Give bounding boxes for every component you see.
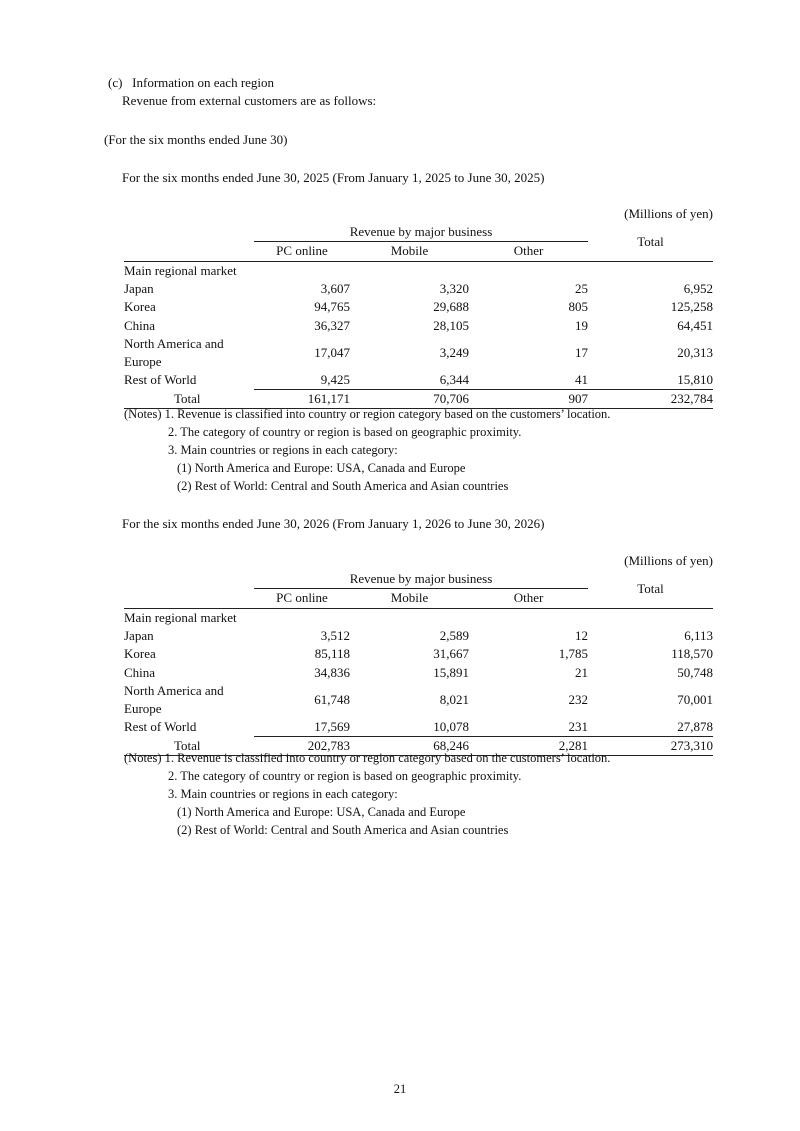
column-header: PC online bbox=[254, 242, 350, 261]
note-line: (2) Rest of World: Central and South America and Asian countries bbox=[177, 479, 509, 493]
note-line: 3. Main countries or regions in each category: bbox=[168, 443, 398, 457]
total-label: Total bbox=[124, 737, 254, 756]
note-line: (2) Rest of World: Central and South America and Asian countries bbox=[177, 823, 509, 837]
cell-value: 118,570 bbox=[671, 646, 713, 662]
note-line: 2. The category of country or region is based on geographic proximity. bbox=[168, 425, 522, 439]
cell-value: 94,765 bbox=[314, 299, 350, 315]
total-value: 202,783 bbox=[254, 737, 350, 756]
row-label: China bbox=[124, 317, 156, 333]
row-label bbox=[124, 682, 254, 718]
cell-value: 15,891 bbox=[433, 664, 469, 680]
table-row bbox=[124, 298, 713, 316]
unit-label: (Millions of yen) bbox=[624, 206, 713, 221]
cell-value: 19 bbox=[575, 317, 588, 333]
table-row bbox=[124, 335, 713, 371]
column-header: Mobile bbox=[350, 589, 469, 608]
cell-value: 6,952 bbox=[683, 281, 713, 297]
table-row bbox=[124, 663, 713, 681]
cell-value: 3,512 bbox=[320, 628, 350, 644]
table-row bbox=[124, 627, 713, 645]
market-label: Main regional market bbox=[124, 608, 254, 627]
section-intro: Revenue from external customers are as follows: bbox=[122, 93, 377, 108]
period-note: (For the six months ended June 30) bbox=[104, 132, 288, 147]
cell-value: 12 bbox=[575, 628, 588, 644]
row-label bbox=[124, 335, 254, 371]
total-value: 68,246 bbox=[350, 737, 469, 756]
cell-value: 805 bbox=[568, 299, 588, 315]
note-line: (1) North America and Europe: USA, Canada and Europe bbox=[177, 805, 466, 819]
row-label: Japan bbox=[124, 281, 154, 297]
cell-value: 70,001 bbox=[677, 691, 713, 707]
total-row bbox=[124, 390, 713, 409]
table-row bbox=[124, 280, 713, 298]
cell-value: 6,344 bbox=[350, 371, 469, 390]
note-line: 3. Main countries or regions in each category: bbox=[168, 787, 398, 801]
cell-value: 28,105 bbox=[433, 317, 469, 333]
cell-value: 41 bbox=[469, 371, 588, 390]
cell-value: 10,078 bbox=[350, 718, 469, 737]
cell-value: 15,810 bbox=[588, 371, 713, 390]
table-row bbox=[124, 316, 713, 334]
revenue-table bbox=[124, 570, 713, 756]
note-line: 2. The category of country or region is based on geographic proximity. bbox=[168, 769, 522, 783]
cell-value: 21 bbox=[575, 664, 588, 680]
cell-value: 231 bbox=[469, 718, 588, 737]
row-label-line: North America and bbox=[124, 682, 224, 698]
cell-value: 36,327 bbox=[314, 317, 350, 333]
column-header: Other bbox=[469, 242, 588, 261]
row-label: China bbox=[124, 664, 156, 680]
cell-value: 232 bbox=[568, 691, 588, 707]
row-label-line: Europe bbox=[124, 700, 162, 716]
page-number: 21 bbox=[393, 1082, 407, 1096]
cell-value: 50,748 bbox=[677, 664, 713, 680]
total-value: 232,784 bbox=[588, 390, 713, 409]
total-header: Total bbox=[637, 580, 664, 596]
section-heading: (c) Information on each region bbox=[108, 75, 275, 90]
table-row bbox=[124, 718, 713, 737]
total-value: 2,281 bbox=[469, 737, 588, 756]
total-label: Total bbox=[124, 390, 254, 409]
total-value: 907 bbox=[469, 390, 588, 409]
column-header: PC online bbox=[254, 589, 350, 608]
cell-value: 125,258 bbox=[670, 299, 713, 315]
cell-value: 3,320 bbox=[439, 281, 469, 297]
note-line: (Notes) 1. Revenue is classified into country or region category based on the customers’ location. bbox=[124, 407, 611, 421]
cell-value: 9,425 bbox=[254, 371, 350, 390]
cell-value: 17,047 bbox=[314, 344, 350, 360]
note-line: (1) North America and Europe: USA, Canada and Europe bbox=[177, 461, 466, 475]
note-line: (Notes) 1. Revenue is classified into country or region category based on the customers’ location. bbox=[124, 751, 611, 765]
cell-value: 25 bbox=[575, 281, 588, 297]
cell-value: 6,113 bbox=[684, 628, 713, 644]
total-header: Total bbox=[637, 233, 664, 249]
cell-value: 85,118 bbox=[314, 646, 350, 662]
cell-value: 17 bbox=[575, 344, 588, 360]
column-header: Mobile bbox=[350, 242, 469, 261]
row-label: Rest of World bbox=[124, 719, 197, 735]
unit-label: (Millions of yen) bbox=[624, 553, 713, 568]
table-caption: For the six months ended June 30, 2025 (From January 1, 2025 to June 30, 2025) bbox=[122, 170, 545, 185]
table-row bbox=[124, 371, 713, 390]
table-row bbox=[124, 645, 713, 663]
cell-value: 20,313 bbox=[677, 344, 713, 360]
cell-value: 8,021 bbox=[439, 691, 469, 707]
total-value: 273,310 bbox=[588, 737, 713, 756]
cell-value: 17,569 bbox=[254, 718, 350, 737]
revenue-table bbox=[124, 223, 713, 409]
cell-value: 2,589 bbox=[439, 628, 469, 644]
cell-value: 29,688 bbox=[433, 299, 469, 315]
cell-value: 34,836 bbox=[314, 664, 350, 680]
total-value: 161,171 bbox=[254, 390, 350, 409]
row-label-line: Europe bbox=[124, 353, 162, 369]
row-label: Japan bbox=[124, 628, 154, 644]
cell-value: 3,607 bbox=[320, 281, 350, 297]
cell-value: 64,451 bbox=[677, 317, 713, 333]
column-header: Other bbox=[469, 589, 588, 608]
table-row bbox=[124, 682, 713, 718]
cell-value: 3,249 bbox=[439, 344, 469, 360]
row-label: Korea bbox=[124, 299, 156, 315]
cell-value: 27,878 bbox=[588, 718, 713, 737]
row-label: Rest of World bbox=[124, 372, 197, 388]
market-label: Main regional market bbox=[124, 261, 254, 280]
total-value: 70,706 bbox=[350, 390, 469, 409]
table-caption: For the six months ended June 30, 2026 (From January 1, 2026 to June 30, 2026) bbox=[122, 516, 545, 531]
cell-value: 31,667 bbox=[433, 646, 469, 662]
group-header: Revenue by major business bbox=[254, 223, 588, 242]
group-header: Revenue by major business bbox=[254, 570, 588, 589]
cell-value: 61,748 bbox=[314, 691, 350, 707]
cell-value: 1,785 bbox=[558, 646, 588, 662]
row-label-line: North America and bbox=[124, 335, 224, 351]
row-label: Korea bbox=[124, 646, 156, 662]
